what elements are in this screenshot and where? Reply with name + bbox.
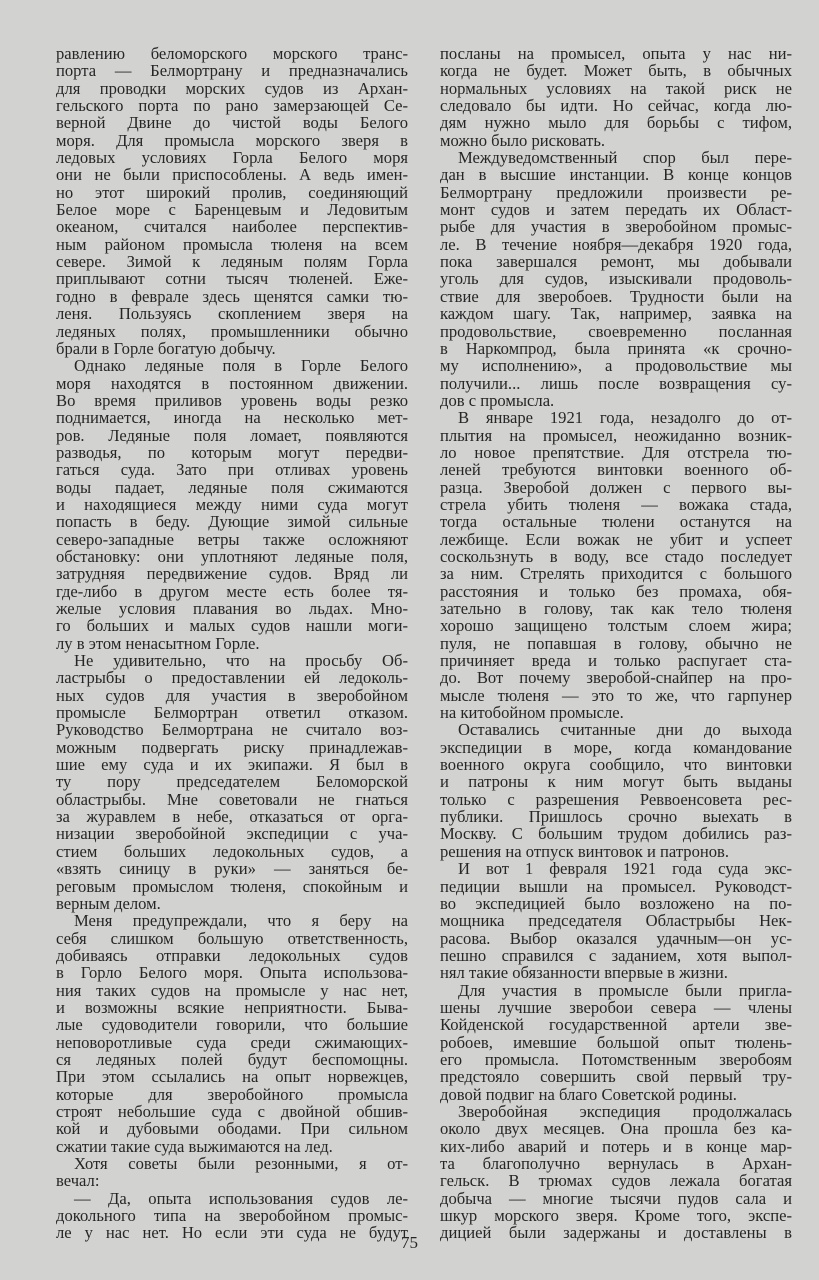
text-line: монт судов и затем передать их Област- bbox=[440, 200, 792, 220]
text-line: желые условия плавания во льдах. Мно- bbox=[56, 599, 408, 618]
text-line: пока завершался ремонт, мы добывали bbox=[440, 252, 792, 272]
text-line: поднимается, иногда на несколько мет- bbox=[56, 408, 408, 428]
text-line: равлению беломорского морского транс- bbox=[56, 44, 408, 63]
text-line: океаном, считался наиболее перспектив- bbox=[56, 217, 408, 237]
text-line: до. Вот почему зверобой-снайпер на про- bbox=[440, 668, 792, 688]
text-line: для проводки морских судов из Архан- bbox=[56, 78, 408, 98]
text-line: верной Двине до чистой воды Белого bbox=[56, 113, 408, 133]
text-line: и находящиеся между ними суда могут bbox=[56, 494, 408, 514]
text-line: воды падает, ледяные поля сжимаются bbox=[56, 477, 408, 497]
text-line: предстояло совершить свой первый тру- bbox=[440, 1067, 792, 1087]
text-line: Белмортрану предложили произвести ре- bbox=[440, 182, 792, 202]
text-line: экспедиции в море, когда командование bbox=[440, 737, 792, 757]
text-line: «взять синицу в руки» — заняться бе- bbox=[56, 859, 408, 879]
text-line: ров. Ледяные поля ломает, появляются bbox=[56, 425, 408, 445]
text-line: вечал: bbox=[56, 1171, 100, 1191]
text-line: и патроны к ним могут быть выданы bbox=[440, 772, 792, 792]
text-line: довой подвиг на благо Советской родины. bbox=[440, 1084, 737, 1104]
text-line: ным районом промысла тюленя на всем bbox=[56, 234, 408, 254]
text-line: Койденской государственной артели зве- bbox=[440, 1015, 792, 1035]
text-line: затрудняя передвижение судов. Вряд ли bbox=[56, 564, 408, 584]
text-line: му исполнению», а продовольствие мы bbox=[440, 356, 792, 376]
text-line: военного округа сообщило, что винтовки bbox=[440, 755, 792, 775]
text-line: ствие для зверобоев. Трудности были на bbox=[440, 286, 792, 306]
text-line: неповоротливые суда среди сжимающих- bbox=[56, 1032, 408, 1052]
text-line: областрыбы. Мне советовали не гнаться bbox=[56, 789, 408, 809]
text-line: добиваясь отправки ледокольных судов bbox=[56, 945, 408, 965]
text-line: моря. Для промысла морского зверя в bbox=[56, 130, 408, 150]
text-line: каждом шагу. Так, например, заявка на bbox=[440, 304, 792, 324]
text-line: они не были приспособлены. А ведь имен- bbox=[56, 165, 408, 185]
text-line: брали в Горле богатую добычу. bbox=[56, 338, 276, 358]
text-line: сжатии такие суда выжимаются на лед. bbox=[56, 1136, 333, 1156]
text-line: около двух месяцев. Она прошла без ка- bbox=[440, 1119, 792, 1139]
text-line: тогда остальные тюлени останутся на bbox=[440, 512, 792, 532]
text-line: го больших и малых судов нашли моги- bbox=[56, 616, 408, 636]
text-line: уголь для судов, изыскивали продоволь- bbox=[440, 269, 792, 289]
text-line: И вот 1 февраля 1921 года суда экс- bbox=[458, 859, 792, 879]
text-line: докольного типа на зверобойном промыс- bbox=[56, 1206, 408, 1226]
text-line: ледовых условиях Горла Белого моря bbox=[56, 148, 408, 168]
paragraph bbox=[440, 860, 792, 981]
text-line: ле. В течение ноября—декабря 1920 года, bbox=[440, 234, 792, 254]
text-line: северо-западные ветры также осложняют bbox=[56, 529, 408, 549]
text-line: дям нужно мыло для борьбы с тифом, bbox=[440, 113, 792, 133]
text-line: продовольствие, своевременно посланная bbox=[440, 321, 792, 341]
text-line: Междуведомственный спор был пере- bbox=[458, 148, 792, 168]
text-line: стрела убить тюленя — вожака стада, bbox=[440, 494, 792, 514]
paragraph bbox=[440, 149, 792, 409]
text-line: дан в высшие инстанции. В конце концов bbox=[440, 165, 792, 185]
text-line: Зверобойная экспедиция продолжалась bbox=[458, 1101, 792, 1121]
text-line: рыбе для участия в зверобойном промыс- bbox=[440, 217, 792, 237]
text-line: но этот широкий пролив, соединяющий bbox=[56, 182, 408, 202]
text-line: Оставались считанные дни до выхода bbox=[458, 720, 792, 740]
text-line: плытия на промысел, неожиданно возник- bbox=[440, 425, 792, 445]
text-line: промысле Белмортран ответил отказом. bbox=[56, 703, 408, 723]
text-line: робоев, имевшие большой опыт тюлень- bbox=[440, 1032, 792, 1052]
text-line: реговым промыслом тюленя, спокойным и bbox=[56, 876, 408, 896]
text-line: Однако ледяные поля в Горле Белого bbox=[74, 356, 408, 376]
text-line: его промысла. Потомственным зверобоям bbox=[440, 1049, 792, 1069]
text-line: моря находятся в постоянном движении. bbox=[56, 373, 408, 393]
paragraph bbox=[56, 357, 408, 652]
text-line: за журавлем в небе, отказаться от орга- bbox=[56, 807, 408, 827]
text-line: расова. Выбор оказался удачным—он ус- bbox=[440, 928, 792, 948]
text-line: Руководство Белмортрана не считало воз- bbox=[56, 720, 408, 740]
paragraph bbox=[56, 652, 408, 912]
paragraph bbox=[56, 912, 408, 1155]
text-line: шкур морского зверя. Кроме того, экспе- bbox=[440, 1206, 792, 1226]
text-line: лые судоводители говорили, что большие bbox=[56, 1015, 408, 1035]
text-line: ледяных полях, промышленники обычно bbox=[56, 321, 408, 341]
text-line: леня. Пользуясь скоплением зверя на bbox=[56, 304, 408, 324]
text-line: нормальных условиях на такой риск не bbox=[440, 78, 792, 98]
text-line: хорошо защищено толстым слоем жира; bbox=[440, 616, 792, 636]
text-line: во экспедицией было возложено на по- bbox=[440, 893, 792, 913]
paragraph bbox=[440, 982, 792, 1103]
text-line: публики. Пришлось срочно выехать в bbox=[440, 807, 792, 827]
text-line: дицией были задержаны и доставлены в bbox=[440, 1223, 792, 1243]
text-line: попасть в беду. Дующие зимой сильные bbox=[56, 512, 408, 532]
text-line: Во время приливов уровень воды резко bbox=[56, 390, 408, 410]
text-line: разводья, по которым могут передви- bbox=[56, 442, 408, 462]
text-line: леней требуются винтовки военного об- bbox=[440, 460, 792, 480]
text-line: Не удивительно, что на просьбу Об- bbox=[74, 651, 408, 671]
text-line: годно в феврале здесь щенятся самки тю- bbox=[56, 286, 408, 306]
text-line: пешно справился с заданием, хотя выпол- bbox=[440, 945, 792, 965]
text-line: — Да, опыта использования судов ле- bbox=[74, 1188, 408, 1208]
text-line: Москву. С большим трудом добились раз- bbox=[440, 824, 792, 844]
text-line: приплывают сотни тысяч тюленей. Еже- bbox=[56, 269, 408, 289]
paragraph bbox=[440, 409, 792, 721]
text-line: в Наркомпрод, была принята «к срочно- bbox=[440, 338, 792, 358]
text-line: посланы на промысел, опыта у нас ни- bbox=[440, 44, 792, 63]
text-line: кой и дубовыми ободами. При сильном bbox=[56, 1119, 408, 1139]
text-line: порта — Белмортрану и предназначались bbox=[56, 61, 408, 81]
text-line: получили... лишь после возвращения су- bbox=[440, 373, 792, 393]
text-line: шие ему суда и их экипажи. Я был в bbox=[56, 755, 408, 775]
text-line: можным подвергать риску принадлежав- bbox=[56, 737, 408, 757]
text-line: мысле тюленя — это то же, что гарпунер bbox=[440, 685, 792, 705]
text-line: Хотя советы были резонными, я от- bbox=[74, 1154, 408, 1173]
text-line: ле у нас нет. Но если эти суда не будут bbox=[56, 1223, 408, 1243]
text-line: мощника председателя Областрыбы Нек- bbox=[440, 911, 792, 931]
text-line: и возможны всякие неприятности. Быва- bbox=[56, 997, 408, 1017]
text-column-left bbox=[56, 45, 408, 1242]
text-line: гаться суда. Зато при отливах уровень bbox=[56, 460, 408, 480]
text-line: зательно в голову, так как тело тюленя bbox=[440, 599, 792, 618]
text-line: следовало бы идти. Но сейчас, когда лю- bbox=[440, 96, 792, 116]
paragraph bbox=[440, 1103, 792, 1242]
text-line: на китобойном промысле. bbox=[440, 703, 624, 723]
text-line: Для участия в промысле были пригла- bbox=[458, 980, 792, 1000]
text-line: Белое море с Баренцевым и Ледовитым bbox=[56, 200, 408, 220]
text-line: Меня предупреждали, что я беру на bbox=[74, 911, 408, 931]
text-column-right bbox=[440, 45, 792, 1242]
text-line: В январе 1921 года, незадолго до от- bbox=[458, 408, 792, 428]
paragraph bbox=[440, 721, 792, 860]
page-number: 75 bbox=[401, 1233, 418, 1252]
text-line: причиняет вреда и только распугает ста- bbox=[440, 651, 792, 671]
text-line: которые для зверобойного промысла bbox=[56, 1084, 408, 1104]
paragraph bbox=[440, 45, 792, 149]
text-line: стием больших ледокольных судов, а bbox=[56, 841, 408, 861]
text-line: расстояния и только без промаха, обя- bbox=[440, 581, 792, 601]
text-line: шены лучшие зверобои севера — члены bbox=[440, 997, 792, 1017]
text-line: обстановку: они уплотняют ледяные поля, bbox=[56, 546, 408, 566]
text-line: ло новое препятствие. Для отстрела тю- bbox=[440, 442, 792, 462]
text-line: ся ледяных полей будут беспомощны. bbox=[56, 1049, 408, 1069]
text-line: севере. Зимой к ледяным полям Горла bbox=[56, 252, 408, 272]
text-line: строят небольшие суда с двойной обшив- bbox=[56, 1101, 408, 1121]
text-line: ких-либо аварий и потерь и в конце мар- bbox=[440, 1136, 792, 1156]
text-line: разца. Зверобой должен с первого вы- bbox=[440, 477, 792, 497]
text-line: гельск. В трюмах судов лежала богатая bbox=[440, 1171, 792, 1191]
text-line: лежбище. Если вожак не убит и успеет bbox=[440, 529, 792, 549]
text-line: в Горло Белого моря. Опыта использова- bbox=[56, 963, 408, 983]
text-line: пуля, не попавшая в голову, обычно не bbox=[440, 633, 792, 653]
text-line: ных судов для участия в зверобойном bbox=[56, 685, 408, 705]
text-line: ластрыбы о предоставлении ей ледоколь- bbox=[56, 668, 408, 688]
text-line: только с разрешения Реввоенсовета рес- bbox=[440, 789, 792, 809]
text-line: гельского порта по рано замерзающей Се- bbox=[56, 96, 408, 116]
text-line: решения на отпуск винтовок и патронов. bbox=[440, 841, 730, 861]
text-line: за ним. Стрелять приходится с большого bbox=[440, 564, 792, 584]
text-line: педиции вышли на промысел. Руководст- bbox=[440, 876, 792, 896]
text-line: соскользнуть в воду, все стадо последует bbox=[440, 546, 792, 566]
text-line: ту пору председателем Беломорской bbox=[56, 772, 408, 792]
text-line: лу в этом ненасытном Горле. bbox=[56, 633, 260, 653]
text-line: та благополучно вернулась в Архан- bbox=[440, 1154, 792, 1173]
text-line: можно было рисковать. bbox=[440, 130, 606, 150]
text-line: ния таких судов на промысле у нас нет, bbox=[56, 980, 408, 1000]
text-line: где-либо в другом месте есть более тя- bbox=[56, 581, 408, 601]
paragraph bbox=[56, 45, 408, 357]
text-line: нял такие обязанности впервые в жизни. bbox=[440, 963, 728, 983]
text-line: верным делом. bbox=[56, 893, 161, 913]
text-line: дов с промысла. bbox=[440, 390, 555, 410]
text-line: низации зверобойной экспедиции с уча- bbox=[56, 824, 408, 844]
text-line: При этом ссылались на опыт норвежцев, bbox=[56, 1067, 408, 1087]
text-line: добыча — многие тысячи пудов сала и bbox=[440, 1188, 792, 1208]
text-line: себя слишком большую ответственность, bbox=[56, 928, 408, 948]
paragraph bbox=[56, 1155, 408, 1190]
text-line: когда не будет. Может быть, в обычных bbox=[440, 61, 792, 81]
